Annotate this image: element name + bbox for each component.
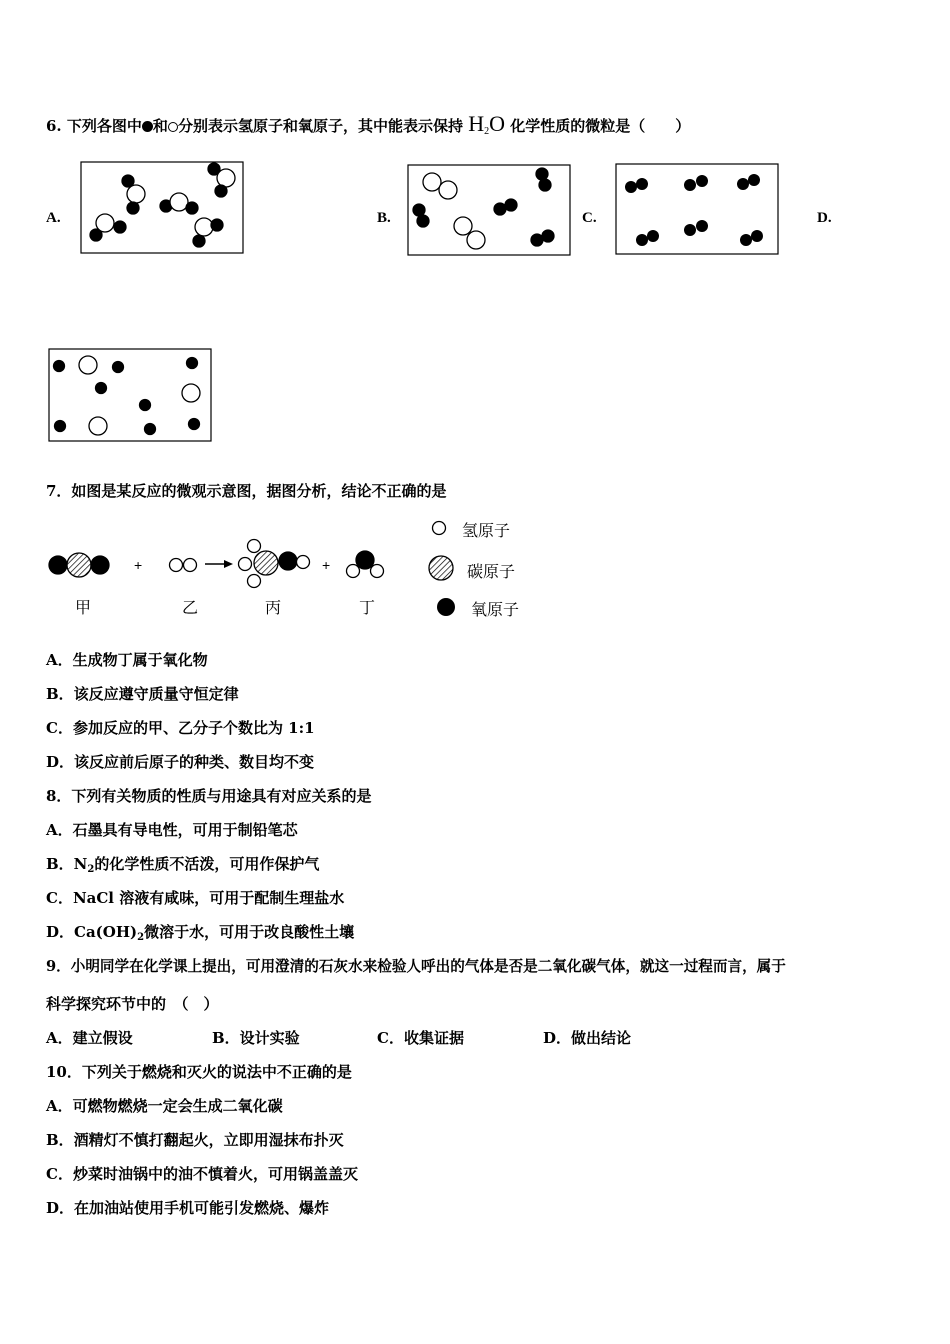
q10-stem: 10．下列关于燃烧和灭火的说法中不正确的是 bbox=[46, 1063, 352, 1081]
q6-text-b: 和 bbox=[152, 117, 168, 135]
q10-option-d: D．在加油站使用手机可能引发燃烧、爆炸 bbox=[46, 1199, 330, 1217]
q6-option-c-label: C. bbox=[582, 210, 597, 226]
molecule-label-yi: 乙 bbox=[182, 598, 199, 617]
q6-diagram-b bbox=[407, 164, 572, 257]
q6-diagram-d bbox=[48, 348, 213, 443]
q9-option-d: D．做出结论 bbox=[543, 1029, 632, 1047]
q10-option-b: B．酒精灯不慎打翻起火，立即用湿抹布扑灭 bbox=[46, 1131, 344, 1149]
q9-stem-line2: 科学探究环节中的 （ ） bbox=[46, 995, 219, 1013]
q9-option-c: C．收集证据 bbox=[377, 1029, 464, 1047]
q7-option-b: B．该反应遵守质量守恒定律 bbox=[46, 685, 239, 703]
q7-stem: 7．如图是某反应的微观示意图，据图分析，结论不正确的是 bbox=[46, 482, 447, 500]
q7-option-d: D．该反应前后原子的种类、数目均不变 bbox=[46, 753, 315, 771]
q6-number: 6. bbox=[46, 117, 62, 135]
plus-sign: + bbox=[322, 557, 331, 573]
reaction-arrow bbox=[205, 560, 233, 568]
q8-option-b: B．$N_2$的化学性质不活泼，可用作保护气 bbox=[46, 855, 320, 875]
q8-option-d: D．$Ca(OH)_2$微溶于水，可用于改良酸性土壤 bbox=[46, 923, 355, 943]
q8-stem: 8．下列有关物质的性质与用途具有对应关系的是 bbox=[46, 787, 372, 805]
q6-diagram-a bbox=[80, 161, 245, 255]
q7-option-c: C．参加反应的甲、乙分子个数比为 1:1 bbox=[46, 719, 315, 737]
q10-option-a: A．可燃物燃烧一定会生成二氧化碳 bbox=[46, 1097, 283, 1115]
q8-option-a: A．石墨具有导电性，可用于制铅笔芯 bbox=[46, 821, 298, 839]
q6-text-a: 下列各图中 bbox=[66, 117, 142, 135]
legend-carbon-label: 碳原子 bbox=[467, 562, 516, 581]
q6-option-b-label: B. bbox=[377, 210, 391, 226]
legend-oxygen-label: 氧原子 bbox=[471, 600, 520, 619]
molecule-label-jia: 甲 bbox=[75, 598, 92, 617]
q7-option-a: A．生成物丁属于氧化物 bbox=[46, 651, 208, 669]
q6-option-a-label: A. bbox=[46, 210, 61, 226]
filled-circle-icon bbox=[142, 121, 153, 132]
molecule-bing bbox=[239, 540, 310, 588]
legend-hydrogen-icon bbox=[433, 522, 446, 535]
q6-text-c: 分别表示氢原子和氧原子，其中能表示保持 bbox=[177, 117, 463, 135]
hollow-circle-icon bbox=[168, 122, 178, 132]
legend-carbon-icon bbox=[429, 556, 453, 580]
molecule-jia bbox=[49, 553, 109, 577]
q6-diagram-c bbox=[615, 163, 780, 256]
q6-option-d-label: D. bbox=[817, 210, 832, 226]
molecule-ding bbox=[347, 551, 384, 578]
q9-option-b: B．设计实验 bbox=[212, 1029, 300, 1047]
legend-hydrogen-label: 氢原子 bbox=[462, 521, 511, 540]
h2o-formula: $H_2O$ bbox=[468, 111, 505, 137]
q9-option-a: A．建立假设 bbox=[46, 1029, 133, 1047]
q6-text-d: 化学性质的微粒是（ ） bbox=[510, 117, 691, 135]
q10-option-c: C．炒菜时油锅中的油不慎着火，可用锅盖盖灭 bbox=[46, 1165, 358, 1183]
molecule-yi bbox=[170, 559, 197, 572]
molecule-label-bing: 丙 bbox=[265, 598, 282, 617]
q6-stem bbox=[46, 111, 691, 142]
legend-oxygen-icon bbox=[437, 598, 455, 616]
plus-sign: + bbox=[134, 557, 143, 573]
q9-stem-line1: 9．小明同学在化学课上提出，可用澄清的石灰水来检验人呼出的气体是否是二氧化碳气体，就这一过程而言，属于 bbox=[46, 958, 786, 975]
q8-option-c: C．NaCl 溶液有咸味，可用于配制生理盐水 bbox=[46, 889, 345, 907]
molecule-label-ding: 丁 bbox=[359, 598, 376, 617]
